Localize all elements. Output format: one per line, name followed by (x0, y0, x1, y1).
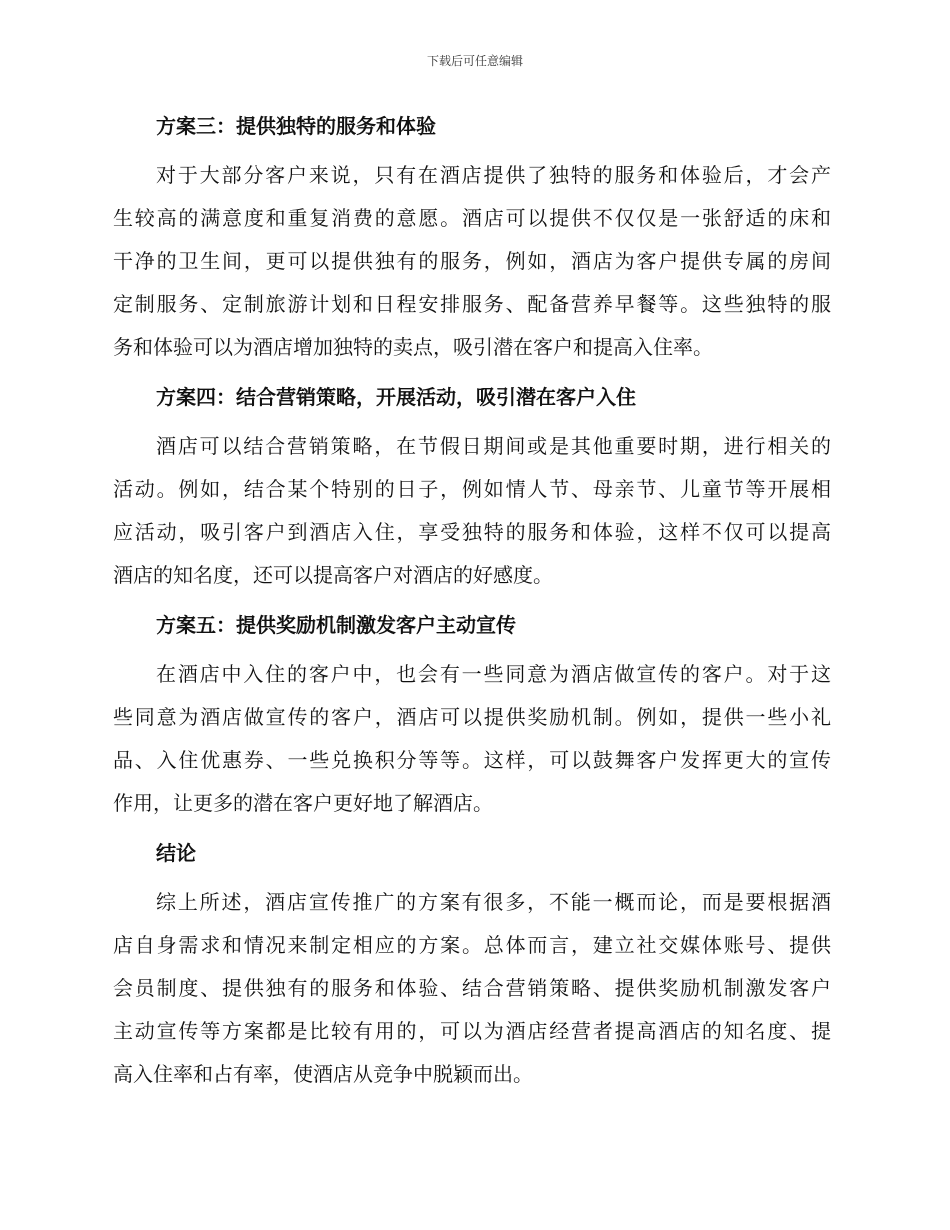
paragraph-line: 些同意为酒店做宣传的客户，酒店可以提供奖励机制。例如，提供一些小礼 (113, 705, 831, 729)
paragraph-line: 干净的卫生间，更可以提供独有的服务，例如，酒店为客户提供专属的房间 (113, 249, 831, 273)
paragraph-line: 在酒店中入住的客户中，也会有一些同意为酒店做宣传的客户。对于这 (156, 662, 831, 686)
section-paragraph (113, 425, 831, 597)
paragraph-line: 务和体验可以为酒店增加独特的卖点，吸引潜在客户和提高入住率。 (113, 335, 713, 359)
paragraph-line: 应活动，吸引客户到酒店入住，享受独特的服务和体验，这样不仅可以提高 (113, 520, 831, 544)
paragraph-line: 酒店的知名度，还可以提高客户对酒店的好感度。 (113, 563, 553, 587)
paragraph-line: 品、入住优惠券、一些兑换积分等等。这样，可以鼓舞客户发挥更大的宣传 (113, 748, 831, 772)
section-heading: 结论 (156, 841, 196, 865)
document-body (113, 106, 831, 1104)
page-header: 下载后可任意编辑 (426, 54, 523, 68)
section-paragraph (113, 653, 831, 825)
section-paragraph (113, 154, 831, 369)
paragraph-line: 对于大部分客户来说，只有在酒店提供了独特的服务和体验后，才会产 (156, 163, 831, 187)
paragraph-line: 店自身需求和情况来制定相应的方案。总体而言，建立社交媒体账号、提供 (113, 933, 831, 957)
paragraph-line: 综上所述，酒店宣传推广的方案有很多，不能一概而论，而是要根据酒 (156, 890, 831, 914)
section-heading: 方案四：结合营销策略，开展活动，吸引潜在客户入住 (156, 385, 636, 409)
paragraph-line: 高入住率和占有率，使酒店从竞争中脱颖而出。 (113, 1062, 533, 1086)
paragraph-line: 主动宣传等方案都是比较有用的，可以为酒店经营者提高酒店的知名度、提 (113, 1019, 831, 1043)
section-heading: 方案三：提供独特的服务和体验 (156, 114, 436, 138)
paragraph-line: 酒店可以结合营销策略，在节假日期间或是其他重要时期，进行相关的 (156, 434, 831, 458)
section-heading: 方案五：提供奖励机制激发客户主动宣传 (156, 613, 516, 637)
paragraph-line: 生较高的满意度和重复消费的意愿。酒店可以提供不仅仅是一张舒适的床和 (113, 206, 831, 230)
paragraph-line: 定制服务、定制旅游计划和日程安排服务、配备营养早餐等。这些独特的服 (113, 292, 831, 316)
section-paragraph (113, 881, 831, 1096)
paragraph-line: 作用，让更多的潜在客户更好地了解酒店。 (113, 791, 493, 815)
paragraph-line: 活动。例如，结合某个特别的日子，例如情人节、母亲节、儿童节等开展相 (113, 477, 831, 501)
paragraph-line: 会员制度、提供独有的服务和体验、结合营销策略、提供奖励机制激发客户 (113, 976, 831, 1000)
